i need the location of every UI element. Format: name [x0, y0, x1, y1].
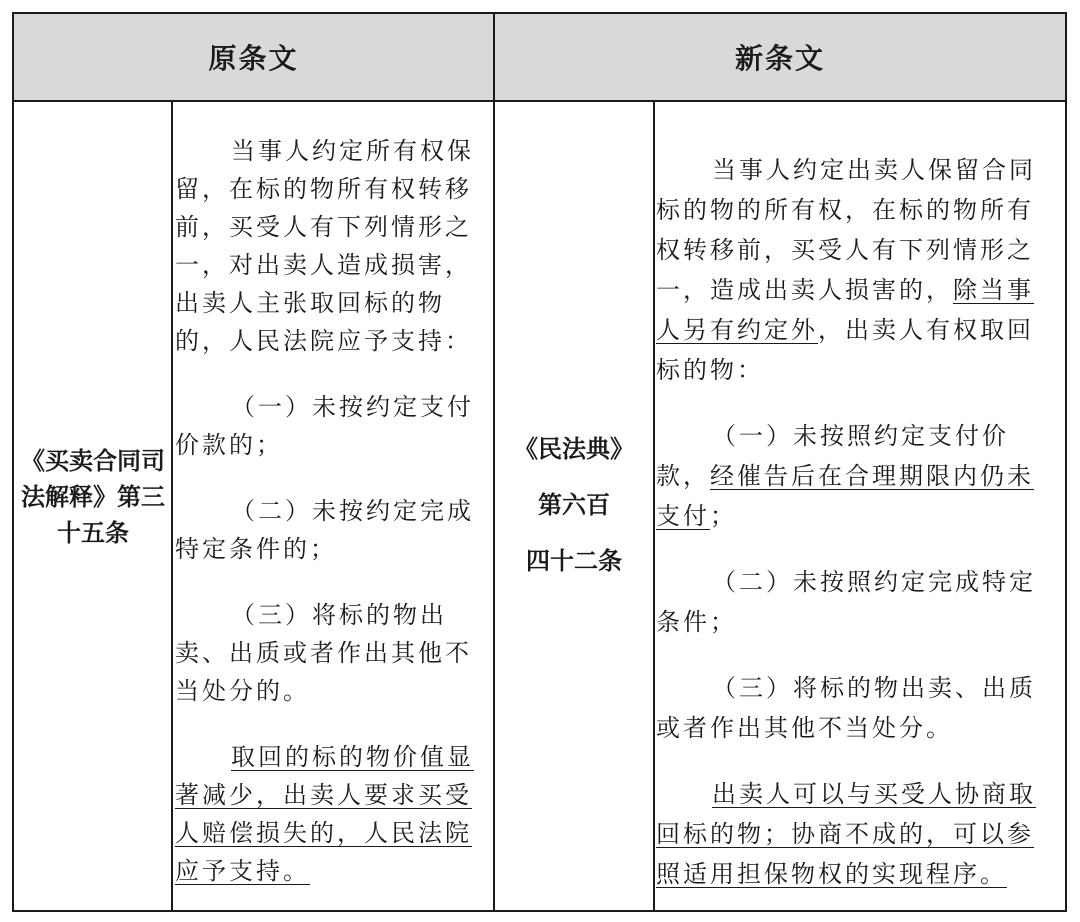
- table-left-border: [12, 12, 14, 912]
- original-article-text: [175, 132, 491, 890]
- original-source-title: 《买卖合同司法解释》第三十五条: [21, 447, 165, 547]
- new-item-2: （二）未按照约定完成特定条件；: [656, 568, 1036, 636]
- column-divider-3: [653, 100, 655, 912]
- original-underlined-clause: 取回的标的物价值显著减少，出卖人要求买受人赔偿损失的，人民法院应予支持。: [175, 743, 474, 885]
- new-source-title-line-1: 《民法典》: [514, 435, 634, 463]
- new-item-1-underlined: 经催告后在合理期限内仍未支付: [656, 462, 1034, 530]
- header-new-label: 新条文: [734, 42, 825, 75]
- header-original: [14, 14, 493, 100]
- new-intro: 当事人约定出卖人保留合同标的物的所有权，在标的物所有权转移前，买受人有下列情形之一，造成出卖人损害的，除当事人另有约定外，出卖人有权取回标的物：: [656, 156, 1036, 384]
- original-item-3: （三）将标的物出卖、出质或者作出其他不当处分的。: [175, 601, 472, 705]
- original-intro: 当事人约定所有权保留，在标的物所有权转移前，买受人有下列情形之一，对出卖人造成损害，出卖人主张取回标的物的，人民法院应予支持：: [175, 137, 474, 355]
- header-new: [495, 14, 1065, 100]
- new-source-title-line-3: 四十二条: [526, 547, 622, 575]
- new-article-text: [656, 150, 1060, 894]
- new-item-1: （一）未按照约定支付价款，经催告后在合理期限内仍未支付；: [656, 422, 1034, 530]
- new-item-3: （三）将标的物出卖、出质或者作出其他不当处分。: [656, 674, 1036, 742]
- column-divider-1: [171, 100, 173, 912]
- header-original-label: 原条文: [208, 42, 299, 75]
- table-right-border: [1065, 12, 1067, 912]
- new-source-title: [496, 421, 652, 589]
- column-divider-2: [493, 12, 495, 912]
- table-top-border: [12, 12, 1067, 14]
- original-item-1: （一）未按约定支付价款的；: [175, 393, 474, 459]
- new-intro-underlined: 除当事人另有约定外: [656, 276, 1034, 344]
- new-source-title-line-2: 第六百: [538, 491, 610, 519]
- new-underlined-clause: 出卖人可以与买受人协商取回标的物；协商不成的，可以参照适用担保物权的实现程序。: [656, 780, 1036, 888]
- original-item-2: （二）未按约定完成特定条件的；: [175, 497, 474, 563]
